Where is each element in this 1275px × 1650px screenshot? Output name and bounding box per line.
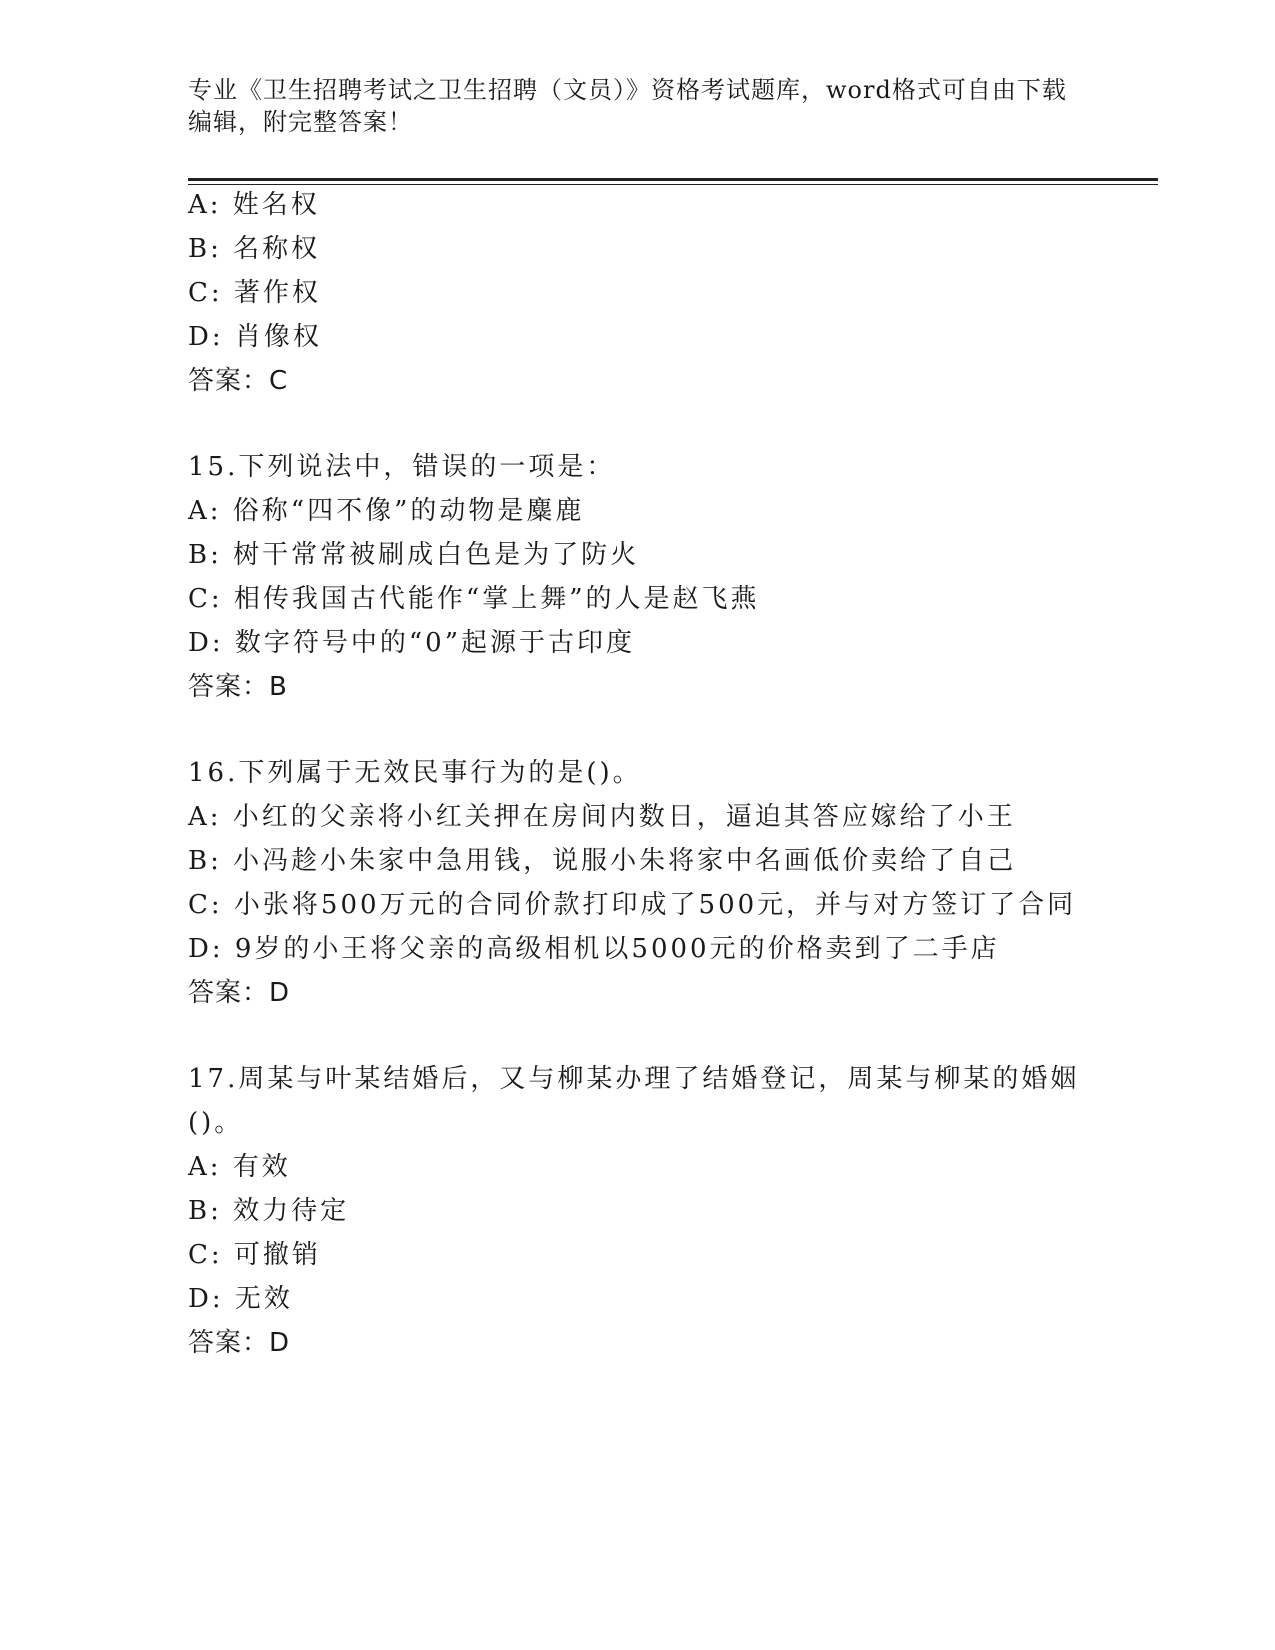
q16-option-d: D: 9岁的小王将父亲的高级相机以5000元的价格卖到了二手店 <box>188 934 1000 964</box>
q16-stem: 16.下列属于无效民事行为的是()。 <box>188 758 642 788</box>
q17-option-d: D: 无效 <box>188 1284 293 1314</box>
q14-option-c: C: 著作权 <box>188 278 321 308</box>
q16-option-b: B: 小冯趁小朱家中急用钱，说服小朱将家中名画低价卖给了自己 <box>188 846 1017 876</box>
header-rule-thick <box>188 178 1158 181</box>
q14-option-d: D: 肖像权 <box>188 322 322 352</box>
q15-option-a: A: 俗称“四不像”的动物是麋鹿 <box>188 496 585 526</box>
header-rule-thin <box>188 184 1158 185</box>
q17-answer: 答案：D <box>188 1328 291 1358</box>
q15-stem: 15.下列说法中，错误的一项是： <box>188 452 616 482</box>
q16-answer: 答案：D <box>188 978 291 1008</box>
q15-option-d: D: 数字符号中的“0”起源于古印度 <box>188 628 635 658</box>
q17-option-a: A: 有效 <box>188 1152 291 1182</box>
q14-option-a: A: 姓名权 <box>188 190 320 220</box>
q17-option-b: B: 效力待定 <box>188 1196 350 1226</box>
q17-stem-line2: ()。 <box>188 1108 244 1138</box>
q16-option-c: C: 小张将500万元的合同价款打印成了500元，并与对方签订了合同 <box>188 890 1077 920</box>
q15-option-c: C: 相传我国古代能作“掌上舞”的人是赵飞燕 <box>188 584 760 614</box>
q14-option-b: B: 名称权 <box>188 234 321 264</box>
q15-answer: 答案：B <box>188 672 288 702</box>
q15-option-b: B: 树干常常被刷成白色是为了防火 <box>188 540 640 570</box>
document-header: 专业《卫生招聘考试之卫生招聘（文员）》资格考试题库，word格式可自由下载 编辑，附完整答案！ <box>188 76 1067 136</box>
q17-option-c: C: 可撤销 <box>188 1240 321 1270</box>
q14-answer: 答案：C <box>188 366 289 396</box>
q16-option-a: A: 小红的父亲将小红关押在房间内数日，逼迫其答应嫁给了小王 <box>188 802 1016 832</box>
q17-stem-line1: 17.周某与叶某结婚后，又与柳某办理了结婚登记，周某与柳某的婚姻 <box>188 1064 1080 1094</box>
